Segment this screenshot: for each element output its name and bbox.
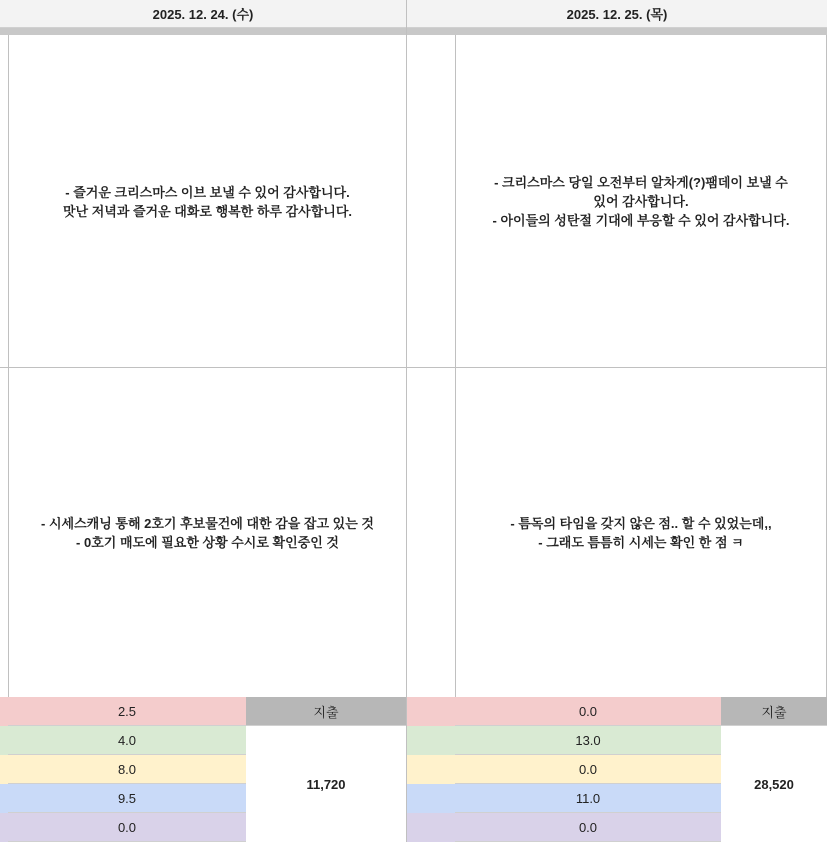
expense-total-2[interactable]: 28,520: [754, 776, 794, 792]
gratitude-cell-2[interactable]: - 크리스마스 당일 오전부터 알차게(?)팸데이 보낼 수 있어 감사합니다. - 아이들의 성탄절 기대에 부응할 수 있어 감사합니다.: [492, 175, 790, 228]
expense-label-2[interactable]: 지출: [721, 697, 827, 726]
color-swatch: [407, 784, 455, 813]
score-cell-1-2[interactable]: 4.0: [8, 726, 246, 755]
expense-total-1[interactable]: 11,720: [306, 776, 346, 792]
score-cell-2-5[interactable]: 0.0: [455, 813, 721, 842]
gratitude-cell-1[interactable]: - 즐거운 크리스마스 이브 보낼 수 있어 감사합니다. 맛난 저녁과 즐거운 대화로 행복한 하루 감사합니다.: [62, 184, 352, 219]
color-swatch: [0, 784, 8, 813]
score-cell-1-5[interactable]: 0.0: [8, 813, 246, 842]
date-header-2[interactable]: 2025. 12. 25. (목): [407, 0, 827, 28]
score-cell-1-3[interactable]: 8.0: [8, 755, 246, 784]
score-cell-2-4[interactable]: 11.0: [455, 784, 721, 813]
color-swatch: [0, 755, 8, 784]
color-swatch: [407, 813, 455, 842]
color-swatch: [407, 697, 455, 726]
color-swatch: [0, 697, 8, 726]
score-cell-1-1[interactable]: 2.5: [8, 697, 246, 726]
score-cell-1-4[interactable]: 9.5: [8, 784, 246, 813]
progress-cell-2[interactable]: - 틈독의 타임을 갖지 않은 점.. 할 수 있었는데,, - 그래도 틈틈히 시세는 확인 한 점 ㅋ: [510, 515, 772, 550]
score-cell-2-3[interactable]: 0.0: [455, 755, 721, 784]
score-cell-2-2[interactable]: 13.0: [455, 726, 721, 755]
color-swatch: [0, 726, 8, 755]
color-swatch: [407, 755, 455, 784]
progress-cell-1[interactable]: - 시세스캐닝 통해 2호기 후보물건에 대한 감을 잡고 있는 것 - 0호기 매도에 필요한 상황 수시로 확인중인 것: [41, 515, 374, 550]
color-swatch: [407, 726, 455, 755]
color-swatch: [0, 813, 8, 842]
header-divider: [0, 28, 827, 35]
score-cell-2-1[interactable]: 0.0: [455, 697, 721, 726]
expense-label-1[interactable]: 지출: [246, 697, 406, 726]
date-header-1[interactable]: 2025. 12. 24. (수): [0, 0, 406, 28]
